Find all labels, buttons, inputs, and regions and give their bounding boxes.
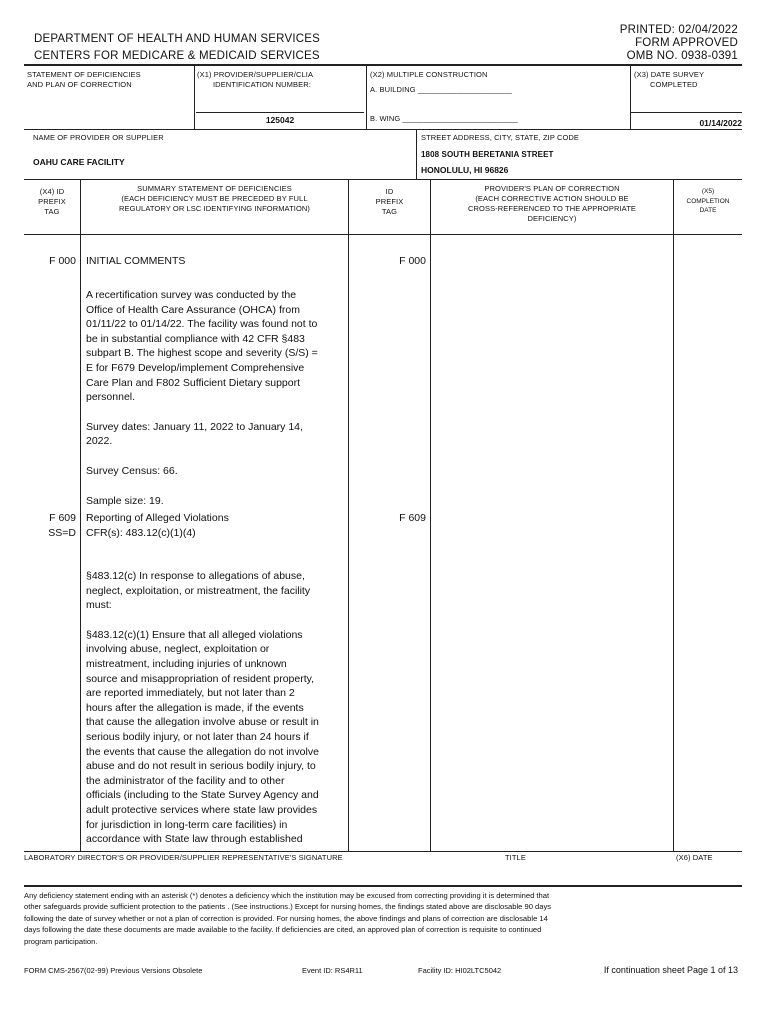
x3-label-line1: (X3) DATE SURVEY	[634, 70, 705, 79]
id-prefix-header	[349, 187, 430, 217]
x1-divider	[194, 64, 195, 129]
facility-id: Facility ID: HI02LTC5042	[418, 966, 502, 975]
provider-name: OAHU CARE FACILITY	[33, 157, 125, 167]
title-label: TITLE	[505, 853, 526, 862]
building-label: A. BUILDING ______________________	[370, 85, 512, 94]
plan-header-line1: PROVIDER'S PLAN OF CORRECTION	[484, 184, 620, 193]
scope-severity: SS=D	[48, 527, 76, 539]
summary-header-line1: SUMMARY STATEMENT OF DEFICIENCIES	[137, 184, 292, 193]
x3-inner-rule	[630, 112, 742, 113]
printed-date: PRINTED: 02/04/2022	[619, 24, 738, 36]
wing-label: B. WING ___________________________	[370, 114, 518, 123]
provider-id-number: 125042	[265, 115, 295, 125]
signature-rule	[24, 851, 742, 852]
survey-completed-date: 01/14/2022	[699, 118, 742, 128]
regulation-detail-paragraph: §483.12(c)(1) Ensure that all alleged violations involving abuse, neglect, exploitation or mistreatment, including injuries of unknown source and misappropriation of resident property, are reported immediately, but not later than 2 hours after the allegation is made, if the events that cause the allegation involve abuse or result in serious bodily injury, or not later than 24 hours if the events that cause the allegation do not involve abuse and do not result in serious bodily injury, to the administrator of the facility and to other officials (including to the State Survey Agency and adult protective services where state law provides for jurisdiction in long-term care facilities) in accordance with State law through established	[86, 628, 319, 846]
survey-dates-paragraph: Survey dates: January 11, 2022 to January 14, 2022.	[86, 420, 303, 448]
signature-label: LABORATORY DIRECTOR'S OR PROVIDER/SUPPLIER REPRESENTATIVE'S SIGNATURE	[24, 853, 343, 862]
x2-divider	[366, 64, 367, 129]
col-divider-3	[430, 179, 431, 851]
x4-header	[24, 187, 80, 217]
tag-f609-left: F 609	[49, 512, 76, 524]
signature-bottom-rule	[24, 885, 742, 887]
summary-header	[81, 184, 348, 214]
statement-label-line1: STATEMENT OF DEFICIENCIES	[27, 70, 141, 79]
id-header-line1: ID	[385, 187, 394, 196]
column-header-rule	[24, 234, 742, 235]
x5-header	[674, 187, 742, 216]
col-divider-2	[348, 179, 349, 851]
id-header-line2: PREFIX	[375, 197, 404, 206]
x5-header-line2: COMPLETION	[686, 197, 730, 205]
x1-label-line1: (X1) PROVIDER/SUPPLIER/CLIA	[197, 70, 314, 79]
x5-header-line3: DATE	[699, 207, 717, 214]
initial-comments-title: INITIAL COMMENTS	[86, 255, 186, 267]
f609-cfr: CFR(s): 483.12(c)(1)(4)	[86, 527, 196, 539]
recertification-paragraph: A recertification survey was conducted by the Office of Health Care Assurance (OHCA) from 01/11/22 to 01/14/22. The facility was found not to be in substantial compliance with 42 CFR §483 subpart B. The highest scope and severity (S/S) = E for F679 Develop/implement Comprehensive Care Plan and F802 Sufficient Dietary support personnel.	[86, 289, 318, 404]
id-block-rule	[24, 129, 742, 130]
summary-header-line3: REGULATORY OR LSC IDENTIFYING INFORMATION)	[118, 204, 311, 213]
col-divider-4	[673, 179, 674, 851]
summary-text-block	[86, 288, 346, 508]
street-address: 1808 SOUTH BERETANIA STREET	[421, 150, 554, 159]
x1-label-line2: IDENTIFICATION NUMBER:	[213, 80, 311, 89]
x4-header-line3: TAG	[44, 207, 60, 216]
page-indicator: If continuation sheet Page 1 of 13	[603, 965, 738, 975]
tag-f609-right: F 609	[399, 512, 426, 524]
statement-label-line2: AND PLAN OF CORRECTION	[27, 80, 132, 89]
omb-number: OMB NO. 0938-0391	[626, 50, 738, 62]
f609-text-block	[86, 569, 346, 847]
form-approved: FORM APPROVED	[635, 37, 738, 49]
provider-block-rule	[24, 179, 742, 180]
summary-header-line2: (EACH DEFICIENCY MUST BE PRECEDED BY FULL	[121, 194, 308, 203]
event-id: Event ID: RS4R11	[302, 966, 363, 975]
x4-header-line1: (X4) ID	[39, 187, 65, 196]
address-divider	[416, 129, 417, 179]
plan-header-line3: CROSS-REFERENCED TO THE APPROPRIATE	[468, 204, 636, 213]
f609-title: Reporting of Alleged Violations	[86, 512, 229, 524]
x3-label-line2: COMPLETED	[650, 80, 698, 89]
sample-size-paragraph: Sample size: 19.	[86, 494, 164, 507]
tag-f000-left: F 000	[49, 255, 76, 267]
disclaimer-footnote: Any deficiency statement ending with an asterisk (*) denotes a deficiency which the institution may be excused from correcting providing it is determined that other safeguards provide sufficient protection to the patients . (See instructions.) Except for nursing homes, the findings stated above are disclosable 90 days following the date of survey whether or not a plan of correction is provided. For nursing homes, the above findings and plans of correction are disclosable 14 days following the date these documents are made available to the facility. If deficiencies are cited, an approved plan of correction is requisite to continued program participation.	[24, 891, 552, 946]
agency-name: CENTERS FOR MEDICARE & MEDICAID SERVICES	[34, 50, 320, 62]
x2-label: (X2) MULTIPLE CONSTRUCTION	[370, 70, 488, 79]
regulation-intro-paragraph: §483.12(c) In response to allegations of abuse, neglect, exploitation, or mistreatment, the facility must:	[86, 570, 311, 612]
plan-header	[431, 184, 673, 224]
city-state-zip: HONOLULU, HI 96826	[421, 165, 509, 175]
x3-divider	[630, 64, 631, 129]
plan-header-line4: DEFICIENCY)	[527, 214, 577, 223]
x5-header-line1: (X5)	[701, 188, 715, 195]
x1-inner-rule	[196, 112, 364, 113]
form-number: FORM CMS-2567(02-99) Previous Versions Obsolete	[24, 966, 203, 975]
address-label: STREET ADDRESS, CITY, STATE, ZIP CODE	[421, 133, 580, 142]
department-name: DEPARTMENT OF HEALTH AND HUMAN SERVICES	[34, 33, 320, 45]
top-rule	[24, 64, 742, 66]
tag-f000-right: F 000	[399, 255, 426, 267]
id-header-line3: TAG	[381, 207, 398, 216]
col-divider-1	[80, 179, 81, 851]
plan-header-line2: (EACH CORRECTIVE ACTION SHOULD BE	[475, 194, 629, 203]
x4-header-line2: PREFIX	[38, 197, 66, 206]
survey-census-paragraph: Survey Census: 66.	[86, 464, 178, 477]
date-label: (X6) DATE	[676, 853, 713, 862]
provider-name-label: NAME OF PROVIDER OR SUPPLIER	[33, 133, 164, 142]
